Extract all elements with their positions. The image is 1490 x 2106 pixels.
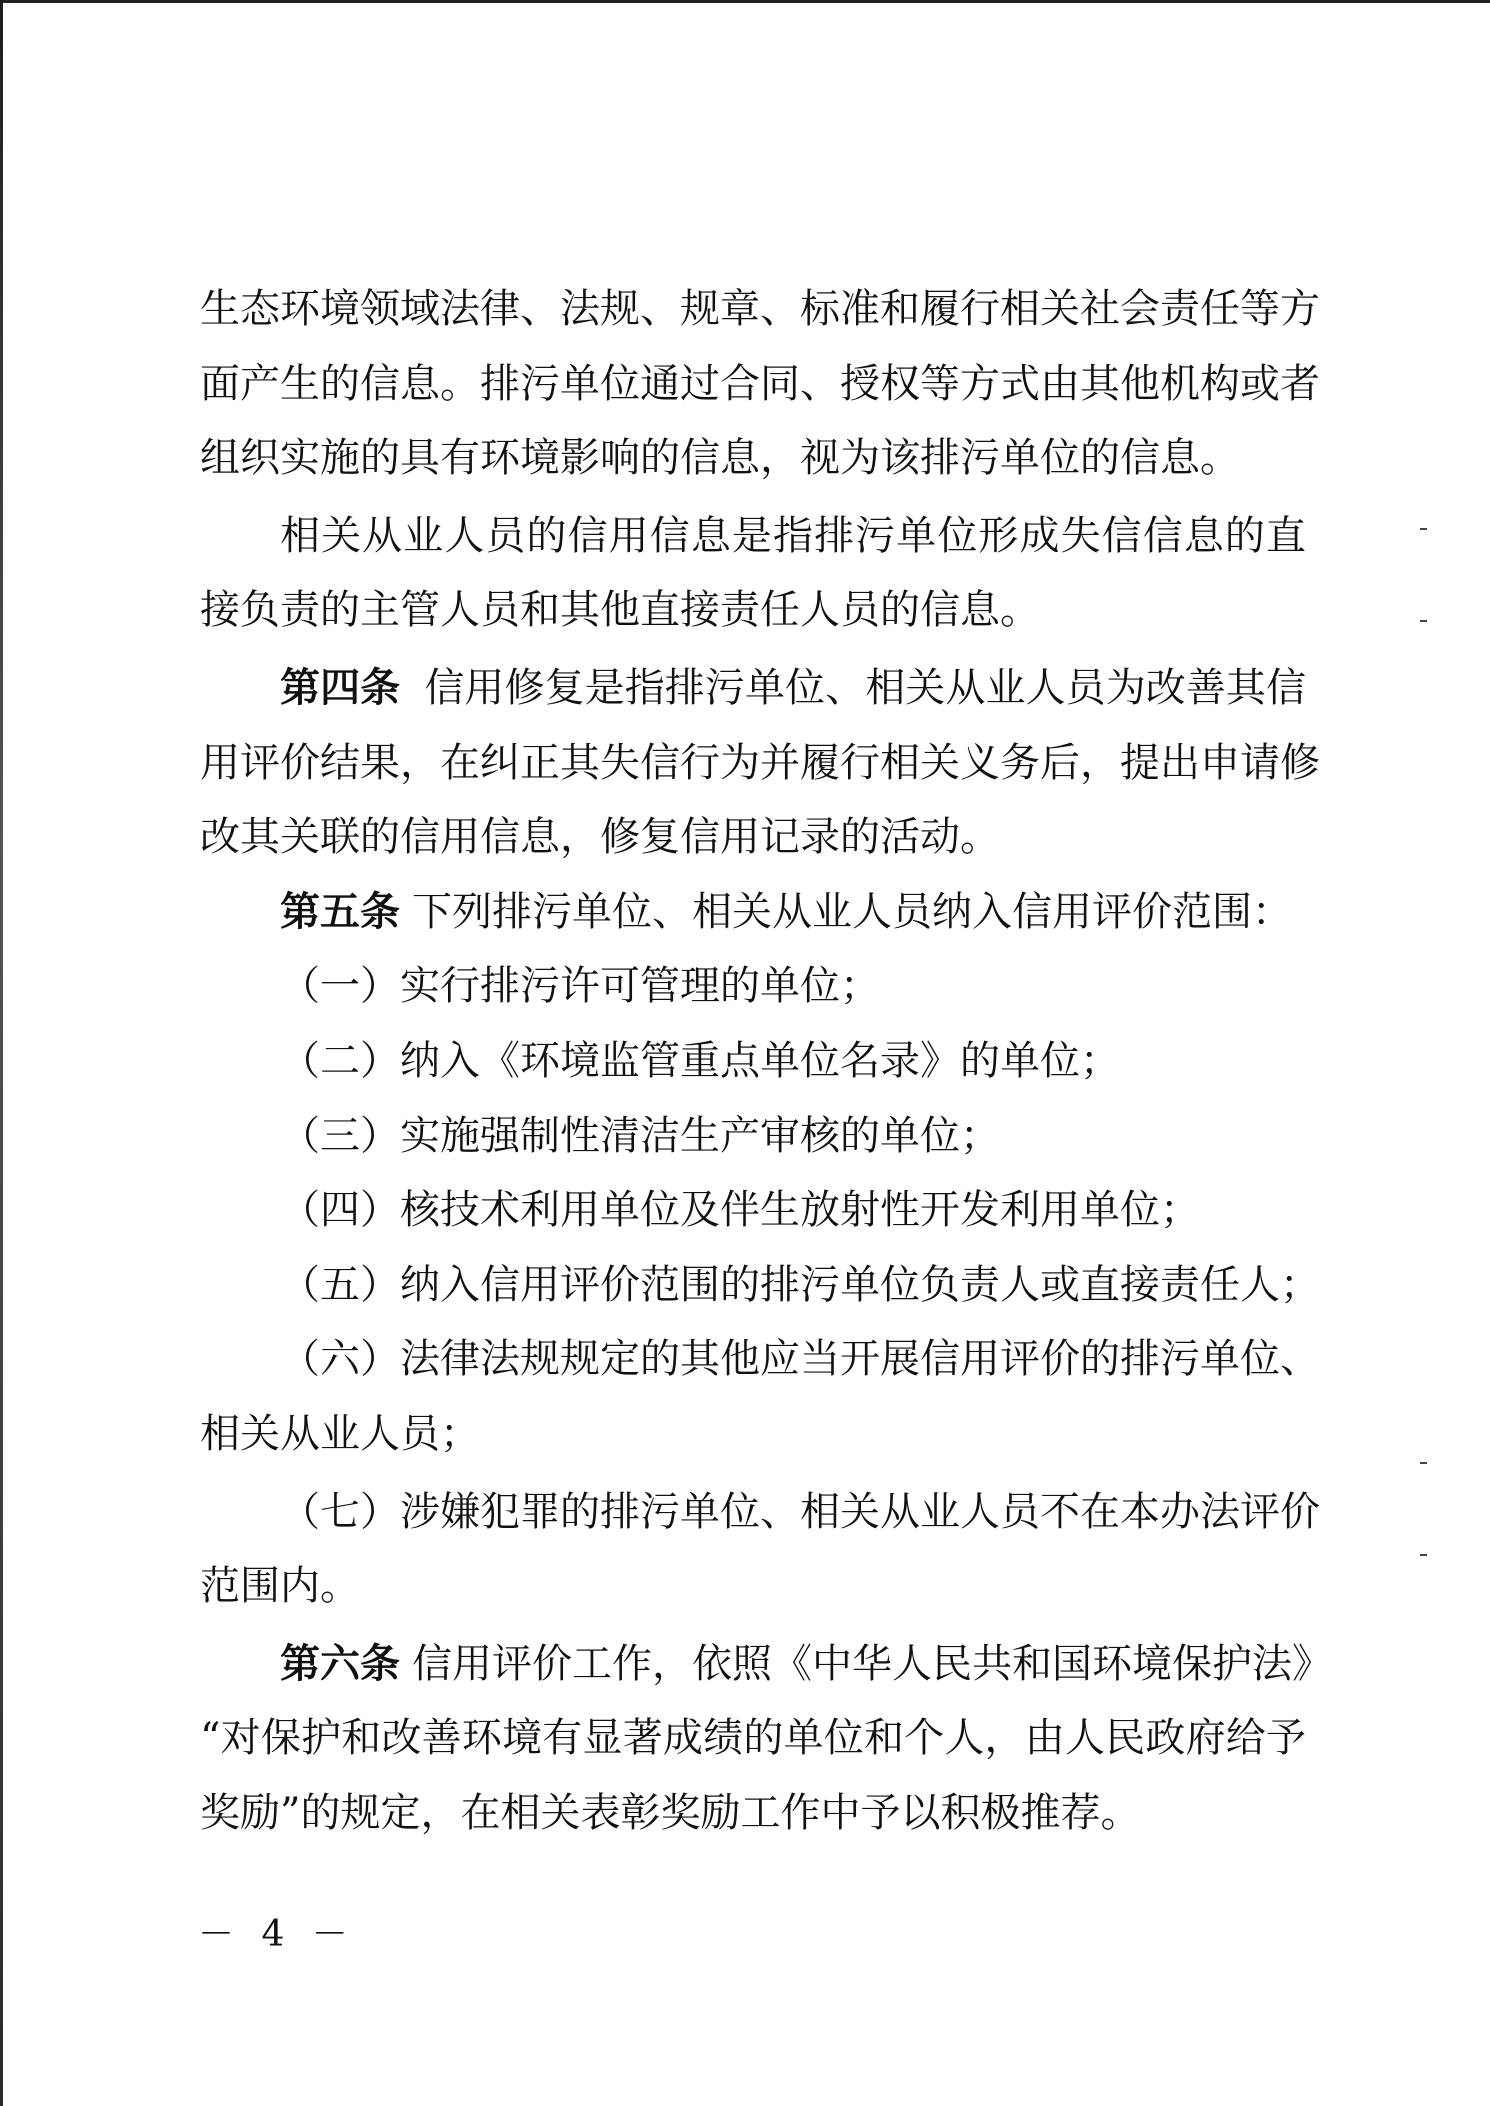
list-item: （四）核技术利用单位及伴生放射性开发利用单位； (280, 1187, 1200, 1234)
text-line: 改其关联的信用信息，修复信用记录的活动。 (200, 814, 1000, 861)
scan-mark (1420, 528, 1427, 530)
article-heading: 第五条 (280, 888, 400, 935)
text-line: “对保护和改善环境有显著成绩的单位和个人，由人民政府给予 (200, 1715, 1306, 1762)
text-line: 相关从业人员的信用信息是指排污单位形成失信信息的直 (280, 512, 1306, 559)
text-line: 面产生的信息。排污单位通过合同、授权等方式由其他机构或者 (200, 360, 1320, 407)
scan-edge-top (0, 0, 1490, 3)
scan-mark (1420, 1462, 1427, 1464)
document-body (200, 272, 1332, 1850)
article-line (200, 1627, 1332, 1702)
list-item: （六）法律法规规定的其他应当开展信用评价的排污单位、 (280, 1336, 1320, 1383)
text-line: 范围内。 (200, 1563, 360, 1610)
text-line: 奖励”的规定，在相关表彰奖励工作中予以积极推荐。 (200, 1789, 1141, 1836)
scan-mark (1420, 620, 1427, 622)
text-line: 接负责的主管人员和其他直接责任人员的信息。 (200, 587, 1040, 634)
article-line (200, 651, 1306, 726)
list-item: （二）纳入《环境监管重点单位名录》的单位； (280, 1037, 1120, 1084)
article-heading: 第六条 (280, 1640, 400, 1687)
list-item: （三）实施强制性清洁生产审核的单位； (280, 1112, 1000, 1159)
text-line: 生态环境领域法律、法规、规章、标准和履行相关社会责任等方 (200, 286, 1320, 332)
text-line: 组织实施的具有环境影响的信息，视为该排污单位的信息。 (200, 435, 1240, 482)
text-line: 下列排污单位、相关从业人员纳入信用评价范围： (412, 888, 1292, 935)
text-line: 信用评价工作，依照《中华人民共和国环境保护法》 (412, 1640, 1332, 1687)
list-item: （七）涉嫌犯罪的排污单位、相关从业人员不在本办法评价 (280, 1488, 1320, 1535)
text-line: 用评价结果，在纠正其失信行为并履行相关义务后，提出申请修 (200, 739, 1320, 786)
page-number: － 4 － (198, 1914, 356, 1955)
list-item: （五）纳入信用评价范围的排污单位负责人或直接责任人； (280, 1261, 1320, 1308)
scan-edge-left (0, 0, 3, 2106)
text-line: 信用修复是指排污单位、相关从业人员为改善其信 (424, 664, 1307, 711)
article-line (200, 875, 1306, 950)
text-line: 相关从业人员； (200, 1410, 480, 1457)
list-item: （一）实行排污许可管理的单位； (280, 963, 880, 1010)
article-heading: 第四条 (280, 664, 401, 711)
scan-mark (1420, 1554, 1427, 1556)
